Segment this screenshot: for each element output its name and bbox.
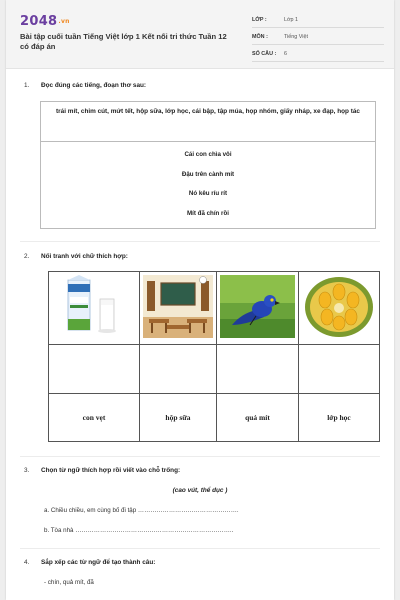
reading-table bbox=[40, 101, 376, 229]
worksheet-page: 2048.vn Bài tập cuối tuần Tiếng Việt lớp 1 Kết nối tri thức Tuần 12 có đáp án LỚP : Lớp 1 MÔN : Tiếng Việt SỐ CÂU : 6 1. Đọc đúng các tiếng, đoạn thơ sau: trái mít, chim cút, mứt tết, hộp sữa, lớp học, cái bập, tập múa, họp nhóm, giấy nháp, xe đạp, họp tác Cái con chìa vôi Đậu trên cành mít Nó kêu ríu rít Mít đã chín rồi 2. Nối tranh với chữ thích hợp: con vẹt hộp sữa quả mít lớp học 3. Chọn từ ngữ thích hợp rồi viết vào chỗ trống: (cao vút, thể dục ) a. Chiều chiều, em cùng bố đi tập …………………………………………. b. Tòa nhà ………………………………………………………………….. 4. Sắp xếp các từ ngữ để tạo thành câu: - chín, quả mít, đã bbox=[6, 0, 394, 600]
poem-line: Mít đã chín rồi bbox=[187, 209, 229, 217]
meta-question-count: SỐ CÂU : 6 bbox=[252, 48, 384, 62]
fill-blank-b: b. Tòa nhà ………………………………………………………………….. bbox=[44, 527, 234, 534]
blue-parrot-picture bbox=[220, 275, 295, 338]
divider bbox=[20, 456, 380, 457]
scrambled-words: - chín, quả mít, đã bbox=[44, 579, 94, 586]
word-card: lớp học bbox=[327, 413, 351, 422]
matching-grid bbox=[48, 271, 380, 442]
site-logo[interactable]: 2048.vn bbox=[20, 14, 70, 29]
question-4-text: Sắp xếp các từ ngữ để tạo thành câu: bbox=[41, 559, 156, 566]
question-2-text: Nối tranh với chữ thích hợp: bbox=[41, 253, 128, 260]
word-card: quả mít bbox=[245, 413, 270, 422]
poem-line: Đậu trên cành mít bbox=[181, 170, 235, 178]
word-card: con vẹt bbox=[82, 413, 106, 422]
worksheet-header bbox=[6, 0, 394, 69]
poem-line: Cái con chìa vôi bbox=[184, 151, 232, 158]
milk-carton-picture bbox=[54, 275, 136, 338]
meta-class: LỚP : Lớp 1 bbox=[252, 14, 384, 28]
document-title: Bài tập cuối tuần Tiếng Việt lớp 1 Kết nối tri thức Tuần 12 có đáp án bbox=[20, 32, 227, 51]
divider bbox=[20, 548, 380, 549]
question-1-text: Đọc đúng các tiếng, đoạn thơ sau: bbox=[41, 82, 147, 89]
divider bbox=[20, 241, 380, 242]
word-hint: (cao vút, thể dục ) bbox=[172, 487, 228, 494]
word-list: trái mít, chim cút, mứt tết, hộp sữa, lớp học, cái bập, tập múa, họp nhóm, giấy nháp, xe đạp, họp tác bbox=[41, 102, 375, 142]
meta-info bbox=[252, 14, 384, 65]
fill-blank-a: a. Chiều chiều, em cùng bố đi tập …………………………………………. bbox=[44, 507, 239, 514]
poem bbox=[41, 145, 375, 223]
classroom-picture bbox=[143, 275, 213, 338]
meta-subject: MÔN : Tiếng Việt bbox=[252, 31, 384, 45]
question-3-text: Chọn từ ngữ thích hợp rồi viết vào chỗ trống: bbox=[41, 467, 181, 474]
poem-line: Nó kêu ríu rít bbox=[188, 190, 228, 197]
word-card: hộp sữa bbox=[165, 413, 191, 422]
jackfruit-picture bbox=[302, 275, 376, 338]
